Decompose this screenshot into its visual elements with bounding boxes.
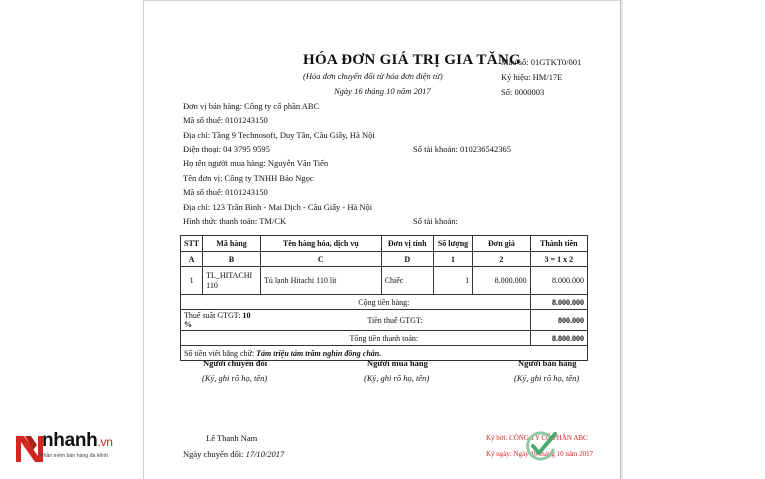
table-header-row xyxy=(181,236,588,252)
buyer-tax-code: Mã số thuế: 0101243150 xyxy=(183,187,268,197)
seller-unit: Đơn vị bán hàng: Công ty cổ phần ABC xyxy=(183,101,320,111)
item-unit: Chiếc xyxy=(381,267,433,295)
convert-date-value: 17/10/2017 xyxy=(245,449,285,459)
col-header-code: Mã hàng xyxy=(203,236,261,252)
payment-method: Hình thức thanh toán: TM/CK xyxy=(183,216,287,226)
buyer-account: Số tài khoản: xyxy=(413,216,458,226)
index-cell: B xyxy=(203,252,261,267)
buyer-address: Địa chỉ: 123 Trần Bình - Mai Dịch - Cầu Giấy - Hà Nội xyxy=(183,202,373,212)
converter-role: Người chuyển đổi xyxy=(203,358,268,368)
seller-tax-code: Mã số thuế: 0101243150 xyxy=(183,115,268,125)
subtotal-label: Cộng tiền hàng: xyxy=(181,295,531,310)
col-header-amount: Thành tiền xyxy=(530,236,587,252)
brand-tld: .vn xyxy=(97,435,113,449)
vat-rate-value: 10 % xyxy=(184,311,251,329)
converter-sign-hint: (Ký, ghi rõ họ, tên) xyxy=(202,373,268,383)
subtotal-row xyxy=(181,295,588,310)
convert-date-line xyxy=(183,449,284,459)
invoice-title: HÓA ĐƠN GIÁ TRỊ GIA TĂNG xyxy=(303,52,521,68)
seller-phone: Điện thoại: 04 3795 9595 xyxy=(183,144,270,154)
index-cell: C xyxy=(260,252,381,267)
vat-value: 800.000 xyxy=(530,310,587,331)
total-label: Tổng tiền thanh toán: xyxy=(181,331,531,346)
col-header-name: Tên hàng hóa, dịch vụ xyxy=(260,236,381,252)
item-code: TL_HITACHI 110 xyxy=(203,267,261,295)
index-cell: 1 xyxy=(433,252,473,267)
signed-by: Ký bởi: CÔNG TY CỔ PHẦN ABC xyxy=(486,434,588,442)
total-value: 8.800.000 xyxy=(530,331,587,346)
buyer-name: Họ tên người mua hàng: Nguyễn Văn Tiến xyxy=(183,158,329,168)
index-cell: 2 xyxy=(473,252,530,267)
seller-address: Địa chỉ: Tầng 9 Technosoft, Duy Tân, Cầu Giấy, Hà Nội xyxy=(183,130,375,140)
col-header-price: Đơn giá xyxy=(473,236,530,252)
invoice-symbol: Ký hiệu: HM/17E xyxy=(501,72,563,82)
vat-rate-cell xyxy=(181,310,261,331)
index-cell: A xyxy=(181,252,203,267)
convert-date-label: Ngày chuyển đổi: xyxy=(183,449,244,459)
signed-date: Ký ngày: Ngày 16 tháng 10 năm 2017 xyxy=(486,450,594,458)
col-header-stt: STT xyxy=(181,236,203,252)
table-row xyxy=(181,267,588,295)
brand-wordmark xyxy=(42,430,113,452)
vat-row xyxy=(181,310,588,331)
buyer-role: Người mua hàng xyxy=(367,358,428,368)
invoice-subtitle: (Hóa đơn chuyển đổi từ hóa đơn điện tử) xyxy=(303,71,443,81)
signature-check-icon xyxy=(522,428,558,464)
invoice-date: Ngày 16 tháng 10 năm 2017 xyxy=(334,86,431,96)
item-price: 8.000.000 xyxy=(473,267,530,295)
vat-rate-label: Thuế suất GTGT: xyxy=(184,311,241,320)
vat-label: Tiền thuế GTGT: xyxy=(260,310,530,331)
invoice-number: Số: 0000003 xyxy=(501,87,545,97)
seller-account: Số tài khoản: 010236542365 xyxy=(413,144,511,154)
words-value: Tám triệu tám trăm nghìn đồng chẵn. xyxy=(256,348,382,358)
total-row xyxy=(181,331,588,346)
brand-tagline: Phần mềm bán hàng đa kênh xyxy=(40,453,109,459)
item-qty: 1 xyxy=(433,267,473,295)
index-cell: 3 = 1 x 2 xyxy=(530,252,587,267)
items-table xyxy=(180,235,588,361)
buyer-sign-hint: (Ký, ghi rõ họ, tên) xyxy=(364,373,430,383)
buyer-unit: Tên đơn vị: Công ty TNHH Bảo Ngọc xyxy=(183,173,314,183)
table-index-row xyxy=(181,252,588,267)
words-label: Số tiền viết bằng chữ: xyxy=(184,348,255,358)
brand-name: nhanh xyxy=(42,430,98,451)
item-amount: 8.000.000 xyxy=(530,267,587,295)
index-cell: D xyxy=(381,252,433,267)
item-name: Tủ lạnh Hitachi 110 lít xyxy=(260,267,381,295)
converter-name: Lê Thanh Nam xyxy=(206,433,258,443)
item-stt: 1 xyxy=(181,267,203,295)
col-header-qty: Số lượng xyxy=(433,236,473,252)
col-header-unit: Đơn vị tính xyxy=(381,236,433,252)
form-number: Mẫu số: 01GTKT0/001 xyxy=(501,57,582,67)
seller-role: Người bán hàng xyxy=(518,358,577,368)
subtotal-value: 8.000.000 xyxy=(530,295,587,310)
seller-sign-hint: (Ký, ghi rõ họ, tên) xyxy=(514,373,580,383)
